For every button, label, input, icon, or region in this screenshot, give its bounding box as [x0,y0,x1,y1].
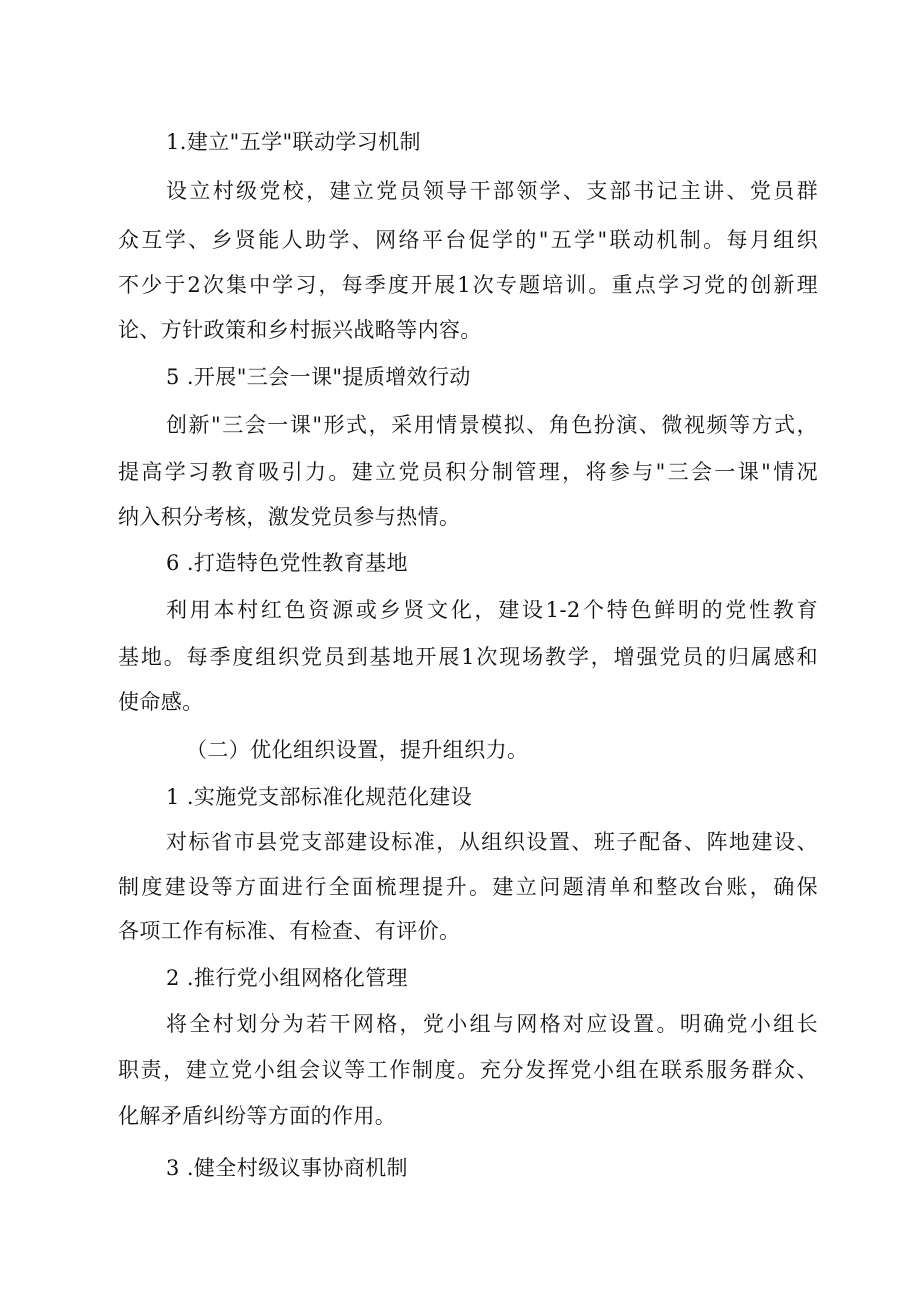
heading-sanhui-yike: 5 .开展"三会一课"提质增效行动 [166,365,471,389]
paragraph-line: 创新"三会一课"形式，采用情景模拟、角色扮演、微视频等方式， [166,413,818,437]
paragraph-line: 职责，建立党小组会议等工作制度。充分发挥党小组在联系服务群众、 [118,1058,818,1082]
paragraph-line: 纳入积分考核，激发党员参与热情。 [118,505,461,529]
heading-branch-standardization: 1 .实施党支部标准化规范化建设 [166,785,473,809]
paragraph-line: 各项工作有标准、有检查、有评价。 [118,919,461,943]
paragraph-line: 对标省市县党支部建设标准，从组织设置、班子配备、阵地建设、 [166,830,818,854]
heading-wuxue-mechanism: 1.建立"五学"联动学习机制 [166,130,421,154]
heading-village-consultation: 3 .健全村级议事协商机制 [166,1156,408,1180]
paragraph-line: 利用本村红色资源或乡贤文化，建设1-2个特色鲜明的党性教育 [166,598,818,622]
paragraph-line: 将全村划分为若干网格，党小组与网格对应设置。明确党小组长 [166,1012,818,1036]
paragraph-line: 众互学、乡贤能人助学、网络平台促学的"五学"联动机制。每月组织 [118,228,818,252]
heading-grid-management: 2 .推行党小组网格化管理 [166,966,408,990]
paragraph-line: 提高学习教育吸引力。建立党员积分制管理，将参与"三会一课"情况 [118,460,818,484]
paragraph-line: 论、方针政策和乡村振兴战略等内容。 [118,318,482,342]
paragraph-line: 化解矛盾纠纷等方面的作用。 [118,1104,397,1128]
paragraph-line: 不少于2次集中学习，每季度开展1次专题培训。重点学习党的创新理 [118,273,818,297]
paragraph-line: 制度建设等方面进行全面梳理提升。建立问题清单和整改台账，确保 [118,875,818,899]
section-heading-organization: （二）优化组织设置，提升组织力。 [186,738,529,762]
paragraph-line: 使命感。 [118,690,204,714]
paragraph-line: 基地。每季度组织党员到基地开展1次现场教学，增强党员的归属感和 [118,645,818,669]
paragraph-line: 设立村级党校，建立党员领导干部领学、支部书记主讲、党员群 [166,179,818,203]
heading-education-base: 6 .打造特色党性教育基地 [166,551,408,575]
